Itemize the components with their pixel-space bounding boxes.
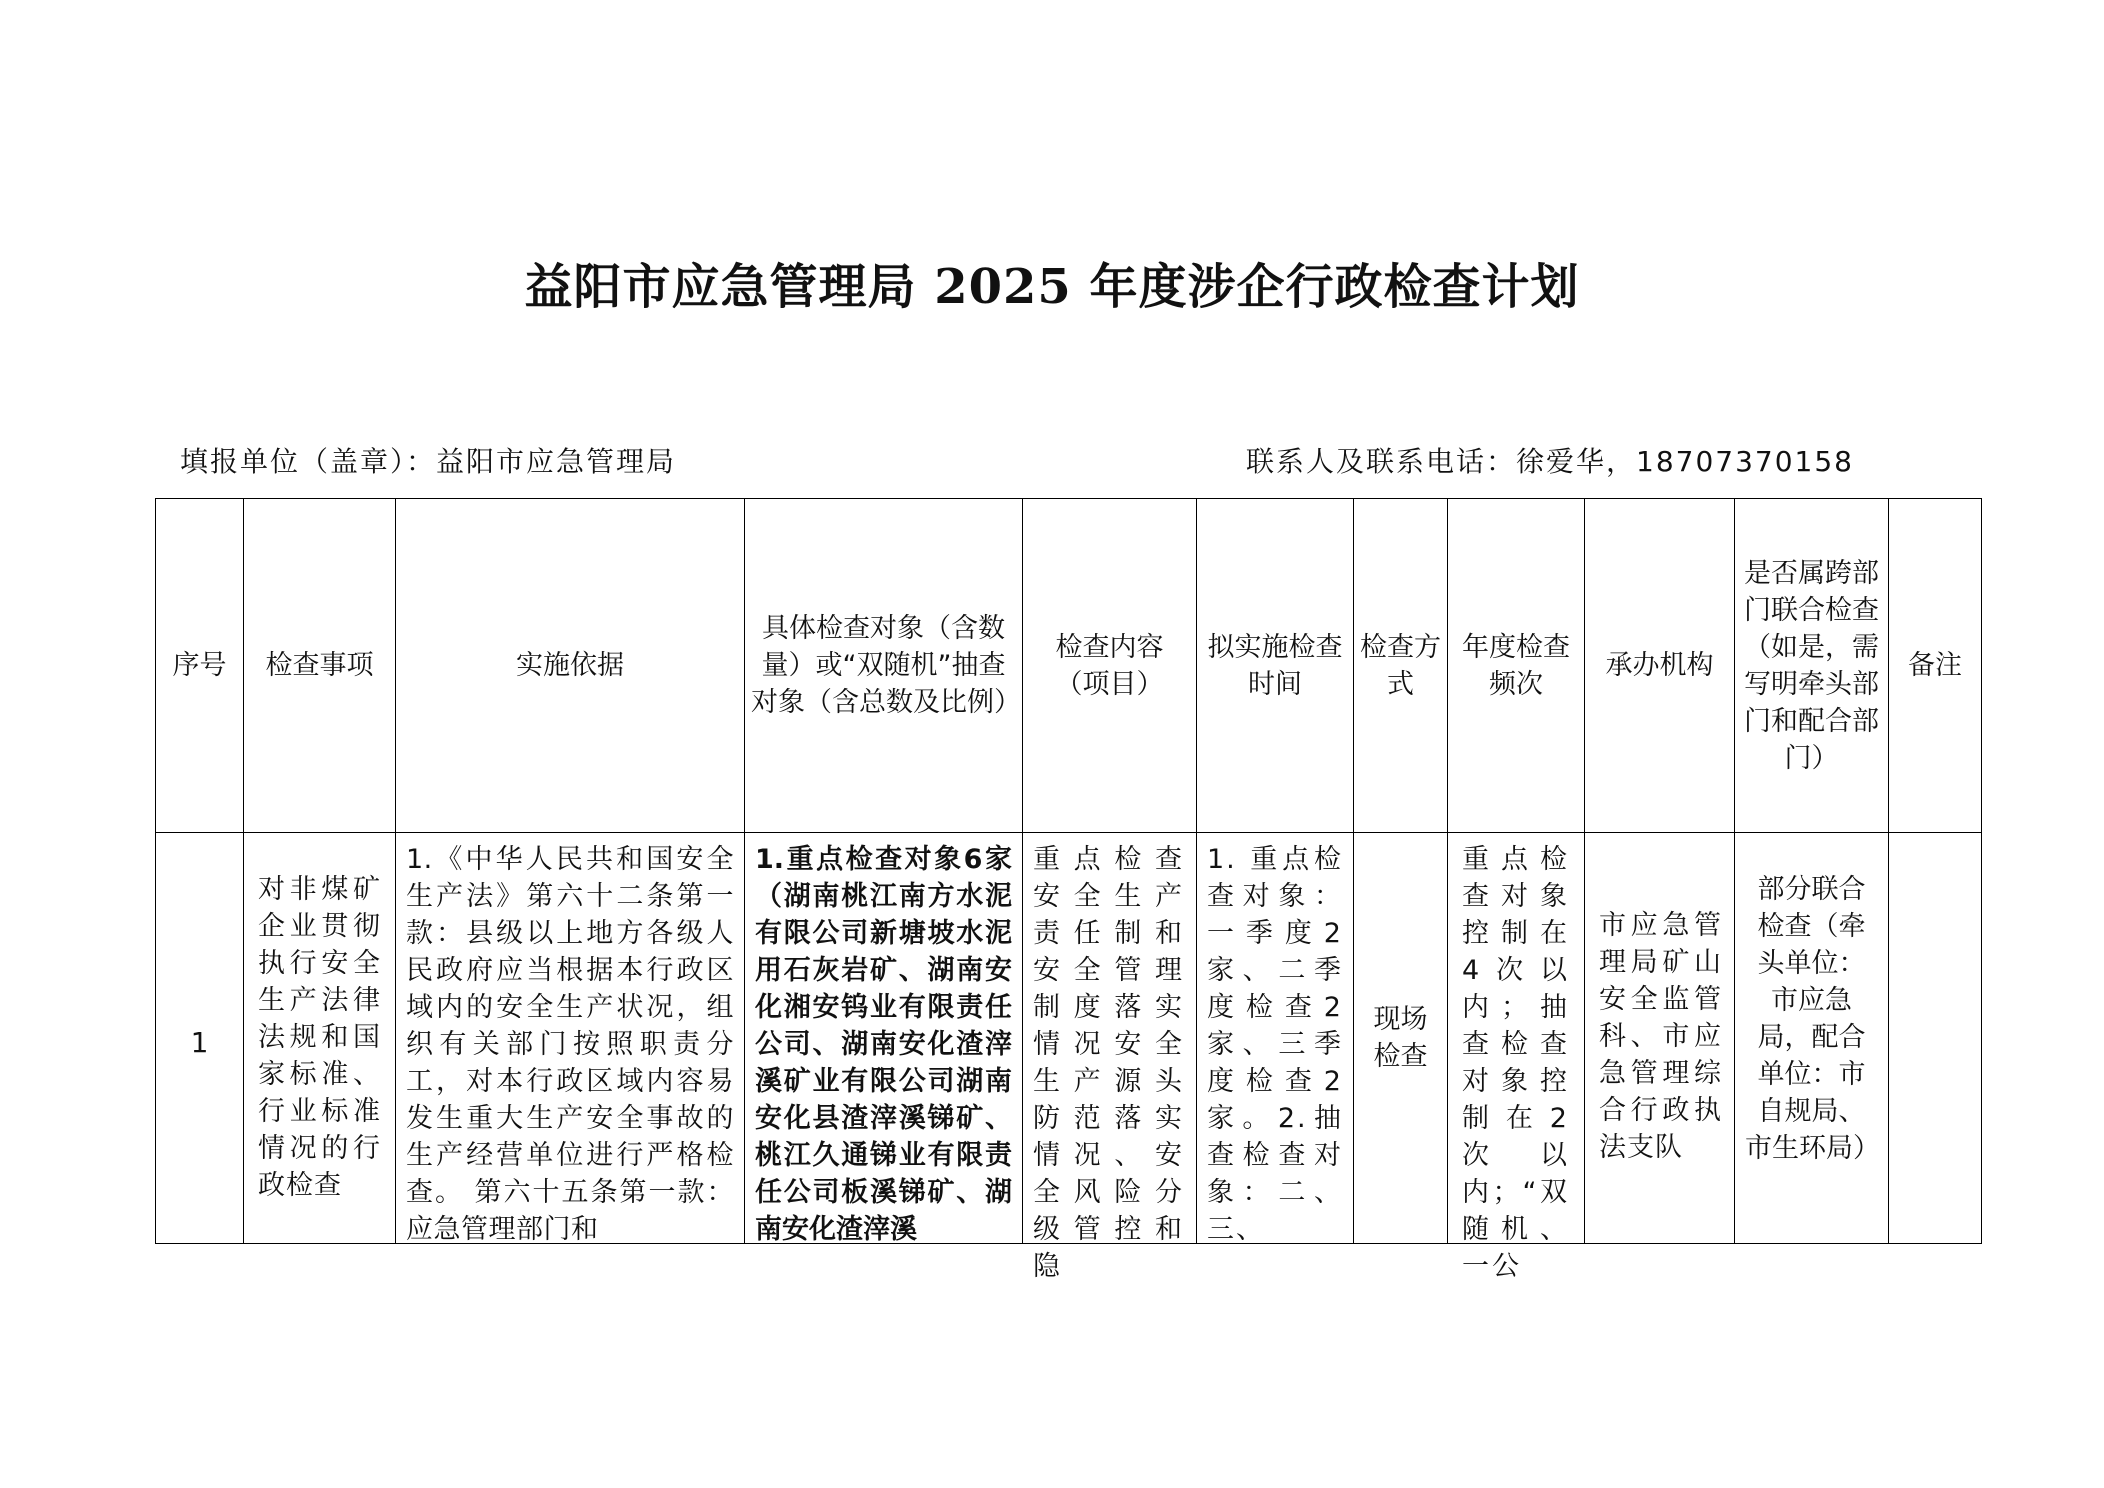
inspection-plan-table <box>155 498 1982 1282</box>
row-target: 1.重点检查对象6家（湖南桃江南方水泥有限公司新塘坡水泥用石灰岩矿、湖南安化湘安钨业有限责任公司、湖南安化渣滓溪矿业有限公司湖南安化县渣滓溪锑矿、桃江久通锑业有限责任公司板溪锑矿、湖南安化渣滓溪 <box>755 844 1012 1245</box>
row-content: 重点检查安全生产责任制和安全管理制度落实情况安全生产源头防范落实情况、安全风险分级管控和隐 <box>1033 844 1186 1282</box>
row-remark <box>1889 833 1981 1243</box>
header-mode: 检查方式 <box>1354 499 1448 833</box>
row-mode: 现场检查 <box>1373 1004 1428 1072</box>
header-content: 检查内容（项目） <box>1023 499 1197 833</box>
contact-info: 联系人及联系电话：徐爱华，18707370158 <box>1246 445 1854 478</box>
row-inspection-item: 对非煤矿企业贯彻执行安全生产法律法规和国家标准、行业标准情况的行政检查 <box>258 874 381 1201</box>
document-title: 益阳市应急管理局 2025 年度涉企行政检查计划 <box>524 259 1580 315</box>
header-remark: 备注 <box>1889 499 1982 833</box>
row-organization: 市应急管理局矿山安全监管科、市应急管理综合行政执法支队 <box>1599 910 1722 1163</box>
table-row <box>156 833 1982 1244</box>
row-time: 1. 重点检查对象：一季度2家、二季度检查2家、三季度检查2家。2.抽查检查对象：二、三、 <box>1207 844 1343 1245</box>
header-freq: 年度检查频次 <box>1448 499 1585 833</box>
header-basis: 实施依据 <box>396 499 745 833</box>
header-target: 具体检查对象（含数量）或“双随机”抽查对象（含总数及比例） <box>745 499 1023 833</box>
header-seq: 序号 <box>156 499 244 833</box>
filing-unit: 填报单位（盖章）：益阳市应急管理局 <box>180 445 677 478</box>
header-time: 拟实施检查时间 <box>1197 499 1354 833</box>
header-joint: 是否属跨部门联合检查（如是，需写明牵头部门和配合部门） <box>1735 499 1889 833</box>
header-row <box>156 499 1982 833</box>
row-joint-inspection: 部分联合检查（牵头单位：市应急局，配合单位：市自规局、市生环局） <box>1745 874 1880 1164</box>
header-item: 检查事项 <box>244 499 396 833</box>
row-seq: 1 <box>190 1025 209 1059</box>
row-basis: 1.《中华人民共和国安全生产法》第六十二条第一款：县级以上地方各级人民政府应当根据本行政区域内的安全生产状况，组织有关部门按照职责分工，对本行政区域内容易发生重大生产安全事故的生产经营单位进行严格检查。 第六十五条第一款：应急管理部门和 <box>406 844 734 1245</box>
header-org: 承办机构 <box>1585 499 1735 833</box>
row-frequency: 重点检查对象控制在4次以内；抽查检查对象控制在2次以内；“双随机、一公 <box>1462 844 1570 1282</box>
